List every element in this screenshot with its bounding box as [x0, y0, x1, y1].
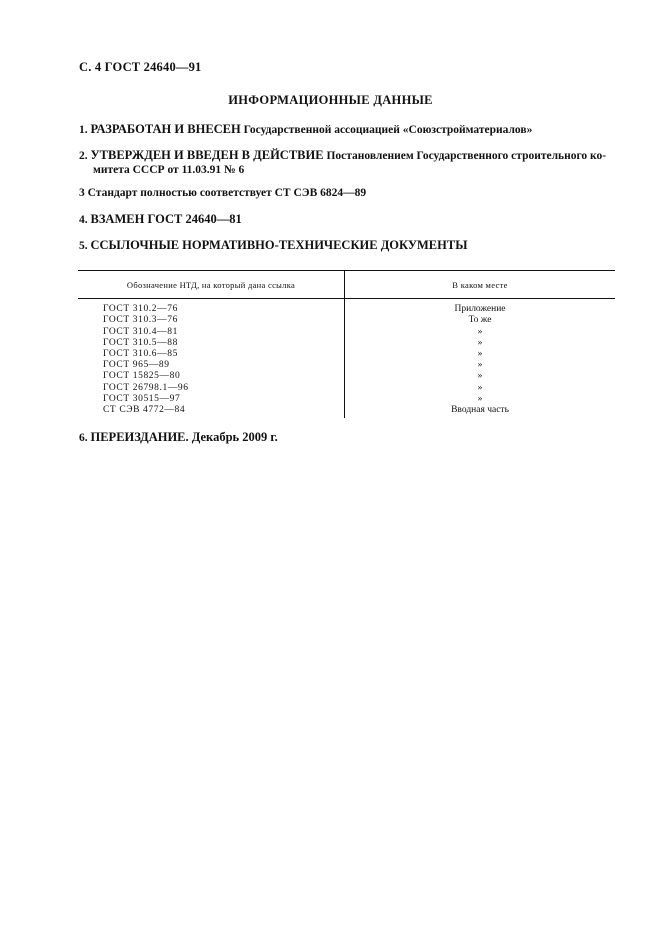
- location-cell: »: [477, 349, 483, 360]
- location-cell: То же: [468, 315, 492, 326]
- document-cell: ГОСТ 310.4—81: [78, 327, 345, 338]
- column-header-document: Обозначение НТД, на который дана ссылка: [78, 271, 345, 299]
- table-row: [78, 371, 615, 382]
- item-number: 4.: [79, 214, 88, 226]
- item-text-continued: митета СССР от 11.03.91 № 6: [93, 164, 245, 176]
- table-row: [78, 327, 615, 338]
- item-5: [79, 238, 614, 253]
- location-cell: »: [477, 337, 483, 348]
- item-4: [79, 212, 614, 227]
- document-cell: СТ СЭВ 4772—84: [78, 405, 345, 418]
- document-cell: ГОСТ 310.3—76: [78, 315, 345, 326]
- document-cell: ГОСТ 26798.1—96: [78, 383, 345, 394]
- table-row: [78, 405, 615, 418]
- item-text: Стандарт полностью соответствует СТ СЭВ 6824—89: [87, 187, 367, 199]
- item-2: [79, 148, 614, 177]
- section-title: ИНФОРМАЦИОННЫЕ ДАННЫЕ: [228, 93, 433, 107]
- item-3: [79, 186, 614, 200]
- table-row: [78, 383, 615, 394]
- item-number: 1.: [79, 124, 88, 136]
- document-cell: ГОСТ 310.2—76: [78, 299, 345, 316]
- location-cell: »: [477, 326, 483, 337]
- location-cell: Вводная часть: [451, 405, 509, 416]
- location-cell: Приложение: [454, 304, 506, 315]
- item-text: Государственной ассоциацией «Союзстройматериалов»: [243, 124, 533, 136]
- references-table: [78, 270, 615, 418]
- table-row: [78, 338, 615, 349]
- document-cell: ГОСТ 30515—97: [78, 394, 345, 405]
- item-text: Постановлением Государственного строительного ко-: [326, 150, 607, 162]
- item-number: 6.: [79, 432, 88, 444]
- item-lead: РАЗРАБОТАН И ВНЕСЕН: [90, 122, 241, 136]
- location-cell: »: [477, 371, 483, 382]
- location-cell: »: [477, 382, 483, 393]
- item-1: [79, 122, 614, 137]
- item-lead: ПЕРЕИЗДАНИЕ. Декабрь 2009 г.: [90, 430, 278, 444]
- item-number: 5.: [79, 240, 88, 252]
- item-number: 3: [79, 187, 85, 199]
- column-header-location: В каком месте: [345, 271, 616, 299]
- table-row: [78, 349, 615, 360]
- document-cell: ГОСТ 965—89: [78, 360, 345, 371]
- document-cell: ГОСТ 15825—80: [78, 371, 345, 382]
- item-lead: УТВЕРЖДЕН И ВВЕДЕН В ДЕЙСТВИЕ: [90, 148, 324, 162]
- item-lead: ССЫЛОЧНЫЕ НОРМАТИВНО-ТЕХНИЧЕСКИЕ ДОКУМЕНТЫ: [90, 238, 468, 252]
- item-lead: ВЗАМЕН ГОСТ 24640—81: [90, 212, 242, 226]
- location-cell: »: [477, 360, 483, 371]
- item-6: [79, 430, 614, 445]
- item-number: 2.: [79, 150, 88, 162]
- table-row: [78, 360, 615, 371]
- table-row: [78, 394, 615, 405]
- document-cell: ГОСТ 310.6—85: [78, 349, 345, 360]
- document-cell: ГОСТ 310.5—88: [78, 338, 345, 349]
- table-row: [78, 315, 615, 326]
- table-row: [78, 299, 615, 316]
- location-cell: »: [477, 393, 483, 404]
- page-header: С. 4 ГОСТ 24640—91: [79, 60, 202, 74]
